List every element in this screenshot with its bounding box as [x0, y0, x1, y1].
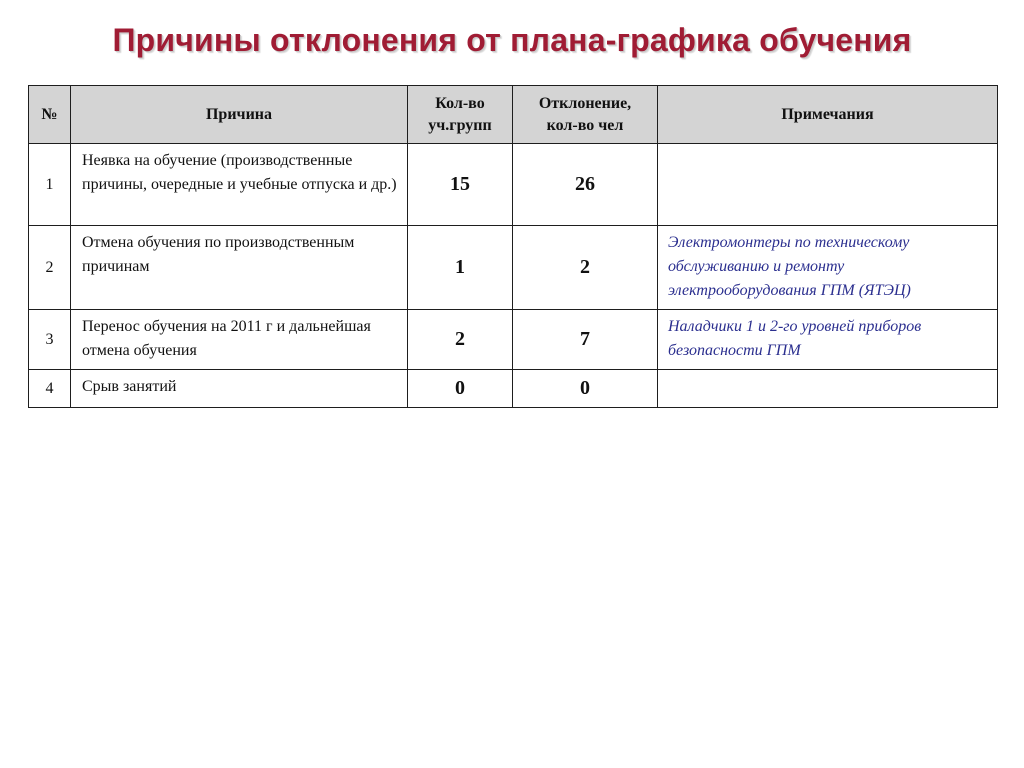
row-num: 1	[29, 144, 71, 226]
header-deviation	[513, 86, 658, 144]
header-reason: Причина	[71, 86, 408, 144]
row-groups-count: 0	[408, 370, 513, 408]
table-row	[29, 144, 998, 226]
header-num: №	[29, 86, 71, 144]
row-reason: Срыв занятий	[71, 370, 408, 408]
header-groups-count	[408, 86, 513, 144]
row-deviation: 0	[513, 370, 658, 408]
row-groups-count: 15	[408, 144, 513, 226]
header-groups-line2: уч.групп	[428, 116, 492, 134]
row-num: 3	[29, 310, 71, 370]
row-note: Электромонтеры по техническому обслуживанию и ремонту электрооборудования ГПМ (ЯТЭЦ)	[658, 226, 998, 310]
header-deviation-line1: Отклонение,	[538, 94, 632, 112]
row-groups-count: 2	[408, 310, 513, 370]
row-reason: Отмена обучения по производственным причинам	[71, 226, 408, 310]
header-notes: Примечания	[658, 86, 998, 144]
row-deviation: 26	[513, 144, 658, 226]
row-reason: Неявка на обучение (производственные причины, очередные и учебные отпуска и др.)	[71, 144, 408, 226]
slide-title: Причины отклонения от плана-графика обучения	[112, 22, 912, 58]
row-note: Наладчики 1 и 2-го уровней приборов безопасности ГПМ	[658, 310, 998, 370]
row-reason: Перенос обучения на 2011 г и дальнейшая отмена обучения	[71, 310, 408, 370]
header-deviation-line2: кол-во чел	[546, 116, 624, 134]
row-num: 2	[29, 226, 71, 310]
row-note	[658, 144, 998, 226]
table-header-row	[29, 86, 998, 144]
table-row	[29, 370, 998, 408]
header-groups-line1: Кол-во	[435, 94, 485, 112]
row-groups-count: 1	[408, 226, 513, 310]
row-deviation: 2	[513, 226, 658, 310]
row-note	[658, 370, 998, 408]
row-deviation: 7	[513, 310, 658, 370]
row-num: 4	[29, 370, 71, 408]
reasons-table	[28, 85, 998, 408]
table-row	[29, 226, 998, 310]
table-row	[29, 310, 998, 370]
